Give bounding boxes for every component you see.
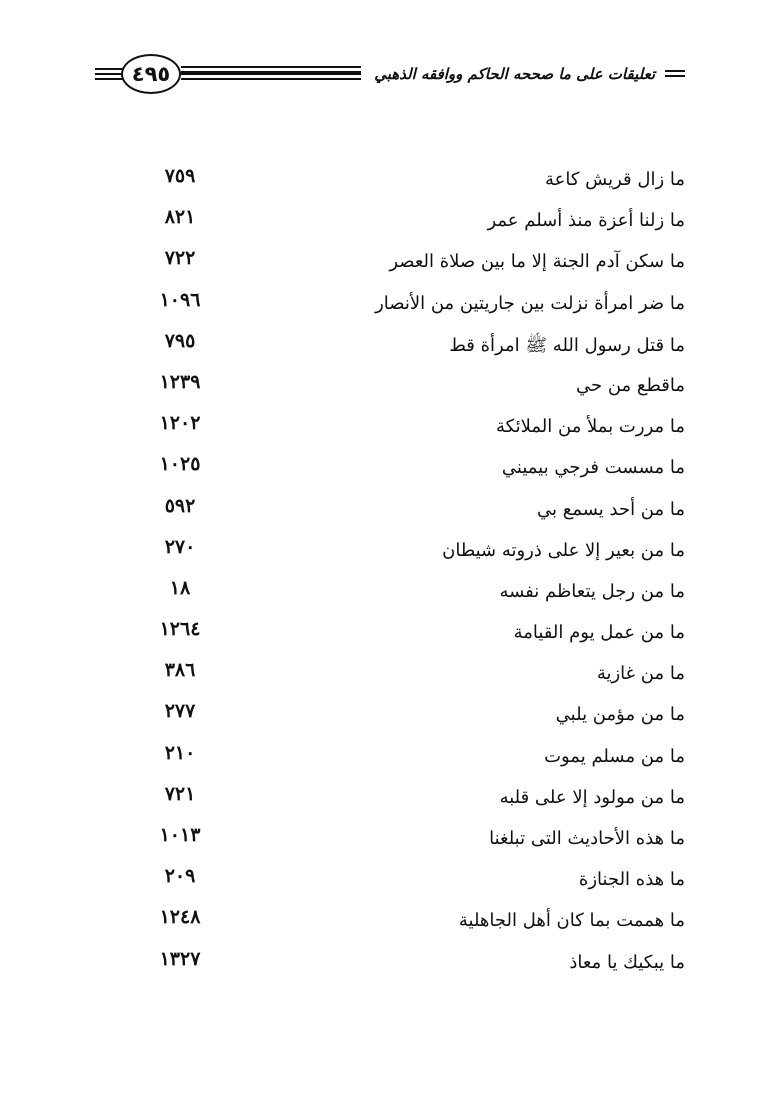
index-entry [150, 865, 685, 906]
entry-number: ١٠٩٦ [159, 288, 201, 311]
entry-number: ٢٧٠ [164, 535, 196, 558]
entry-number: ٧٩٥ [164, 329, 196, 352]
entry-number: ٢١٠ [164, 741, 196, 764]
entry-number: ١٨ [169, 576, 191, 599]
entry-number: ١٠١٣ [159, 824, 201, 846]
entry-number: ٥٩٢ [164, 494, 196, 517]
index-entry [150, 371, 685, 412]
index-entry [150, 289, 685, 330]
header-middle-rule [181, 66, 361, 82]
entry-text: ما من عمل يوم القيامة [513, 622, 685, 644]
header-right-rule [665, 70, 685, 82]
entry-text: ما من مولود إلا على قلبه [499, 786, 685, 808]
index-entry [150, 659, 685, 700]
index-entry [150, 412, 685, 453]
entry-text: ما قتل رسول الله ﷺ امرأة قط [449, 334, 685, 356]
entry-text: ما هذه الجنازة [578, 869, 685, 891]
entry-text: ما مررت بملأ من الملائكة [496, 416, 685, 438]
index-entry [150, 206, 685, 247]
entry-number: ٨٢١ [164, 206, 196, 229]
entry-number: ٧٢٢ [164, 247, 196, 270]
entry-text: ما من غازية [596, 663, 685, 685]
entry-text: ما من مؤمن يلبي [555, 704, 685, 726]
index-entry [150, 536, 685, 577]
entry-text: ما زلنا أعزة منذ أسلم عمر [487, 210, 685, 232]
header-left-rule [95, 68, 123, 82]
index-entry [150, 906, 685, 947]
entry-number: ١٢٣٩ [159, 370, 201, 393]
page-header [95, 52, 685, 100]
header-title: تعليقات على ما صححه الحاكم ووافقه الذهبي [374, 65, 655, 83]
index-entry [150, 495, 685, 536]
entry-number: ٣٨٦ [164, 659, 196, 682]
entry-number: ٧٥٩ [164, 165, 196, 187]
entry-number: ١٢٠٢ [159, 412, 201, 435]
index-entry [150, 453, 685, 494]
index-entry [150, 700, 685, 741]
index-entry [150, 330, 685, 371]
entry-text: ما من بعير إلا على ذروته شيطان [442, 539, 685, 561]
entry-number: ١٢٤٨ [159, 906, 201, 929]
entry-number: ١٣٢٧ [159, 947, 201, 970]
entry-text: ما من أحد يسمع بي [537, 498, 685, 520]
entry-text: ما يبكيك يا معاذ [569, 951, 685, 973]
entry-text: ما من مسلم يموت [544, 745, 685, 767]
index-entry [150, 577, 685, 618]
entry-text: ماقطع من حي [576, 374, 685, 396]
entry-text: ما من رجل يتعاظم نفسه [499, 580, 685, 602]
index-entry [150, 618, 685, 659]
entry-text: ما مسست فرجي بيميني [501, 457, 685, 479]
index-entry [150, 165, 685, 206]
entry-text: ما هممت بما كان أهل الجاهلية [458, 910, 685, 932]
index-entry [150, 247, 685, 288]
index-entry [150, 783, 685, 824]
entry-number: ١٠٢٥ [159, 453, 201, 476]
entry-number: ٢٧٧ [164, 700, 196, 723]
index-list [150, 165, 685, 989]
index-entry [150, 824, 685, 865]
entry-text: ما زال قريش كاعة [544, 169, 685, 190]
page-number-oval [121, 54, 181, 94]
entry-number: ٧٢١ [164, 782, 196, 805]
index-entry [150, 948, 685, 989]
entry-text: ما ضر امرأة نزلت بين جاريتين من الأنصار [375, 292, 685, 314]
entry-text: ما هذه الأحاديث التى تبلغنا [489, 828, 685, 849]
entry-number: ١٢٦٤ [159, 618, 201, 641]
index-entry [150, 742, 685, 783]
entry-text: ما سكن آدم الجنة إلا ما بين صلاة العصر [389, 251, 685, 273]
page-number: ٤٩٥ [131, 62, 171, 86]
entry-number: ٢٠٩ [164, 865, 196, 888]
